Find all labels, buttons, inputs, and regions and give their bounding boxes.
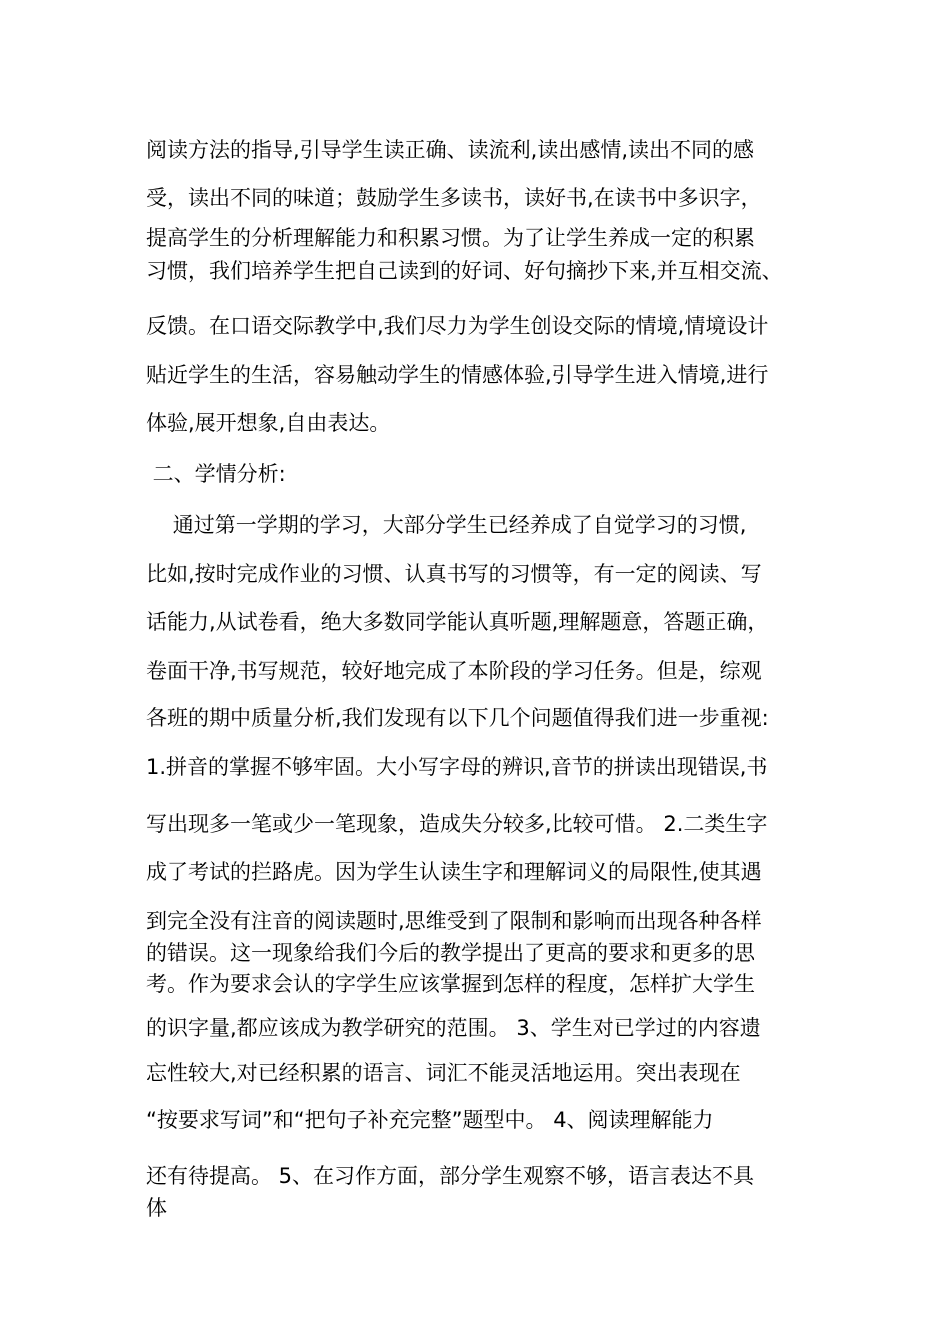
text-line: “按要求写词”和“把句子补充完整”题型中。 4、阅读理解能力 — [146, 1108, 714, 1132]
text-line: 贴近学生的生活，容易触动学生的情感体验,引导学生进入情境,进行 — [146, 363, 769, 387]
text-line: 体 — [146, 1196, 167, 1220]
text-line: 比如,按时完成作业的习惯、认真书写的习惯等，有一定的阅读、写 — [146, 562, 762, 586]
text-line: 到完全没有注音的阅读题时,思维受到了限制和影响而出现各种各样 — [146, 909, 762, 933]
text-line: 1.拼音的掌握不够牢固。大小写字母的辨识,音节的拼读出现错误,书 — [146, 755, 768, 779]
text-line: 还有待提高。 5、在习作方面，部分学生观察不够，语言表达不具 — [146, 1164, 755, 1188]
text-line: 体验,展开想象,自由表达。 — [146, 411, 391, 435]
text-line: 各班的期中质量分析,我们发现有以下几个问题值得我们进一步重视: — [146, 706, 769, 730]
text-line: 通过第一学期的学习，大部分学生已经养成了自觉学习的习惯, — [146, 513, 747, 537]
text-line: 成了考试的拦路虎。因为学生认读生字和理解词义的局限性,使其遇 — [146, 860, 762, 884]
text-line: 考。作为要求会认的字学生应该掌握到怎样的程度，怎样扩大学生 — [146, 972, 755, 996]
text-line: 习惯，我们培养学生把自己读到的好词、好句摘抄下来,并互相交流、 — [146, 259, 783, 283]
text-line: 受，读出不同的味道；鼓励学生多读书，读好书,在读书中多识字， — [146, 186, 762, 210]
text-line: 话能力,从试卷看，绝大多数同学能认真听题,理解题意，答题正确， — [146, 610, 769, 634]
text-line: 忘性较大,对已经积累的语言、词汇不能灵活地运用。突出表现在 — [146, 1061, 741, 1085]
text-line: 的错误。这一现象给我们今后的教学提出了更高的要求和更多的思 — [146, 941, 755, 965]
text-line: 卷面干净,书写规范，较好地完成了本阶段的学习任务。但是，综观 — [146, 659, 762, 683]
text-line: 阅读方法的指导,引导学生读正确、读流利,读出感情,读出不同的感 — [146, 138, 755, 162]
text-line: 反馈。在口语交际教学中,我们尽力为学生创设交际的情境,情境设计 — [146, 314, 769, 338]
text-line: 写出现多一笔或少一笔现象，造成失分较多,比较可惜。 2.二类生字 — [146, 812, 768, 836]
text-line: 提高学生的分析理解能力和积累习惯。为了让学生养成一定的积累 — [146, 226, 755, 250]
section-heading: 二、学情分析: — [146, 462, 286, 486]
text-line: 的识字量,都应该成为教学研究的范围。 3、学生对已学过的内容遗 — [146, 1016, 761, 1040]
